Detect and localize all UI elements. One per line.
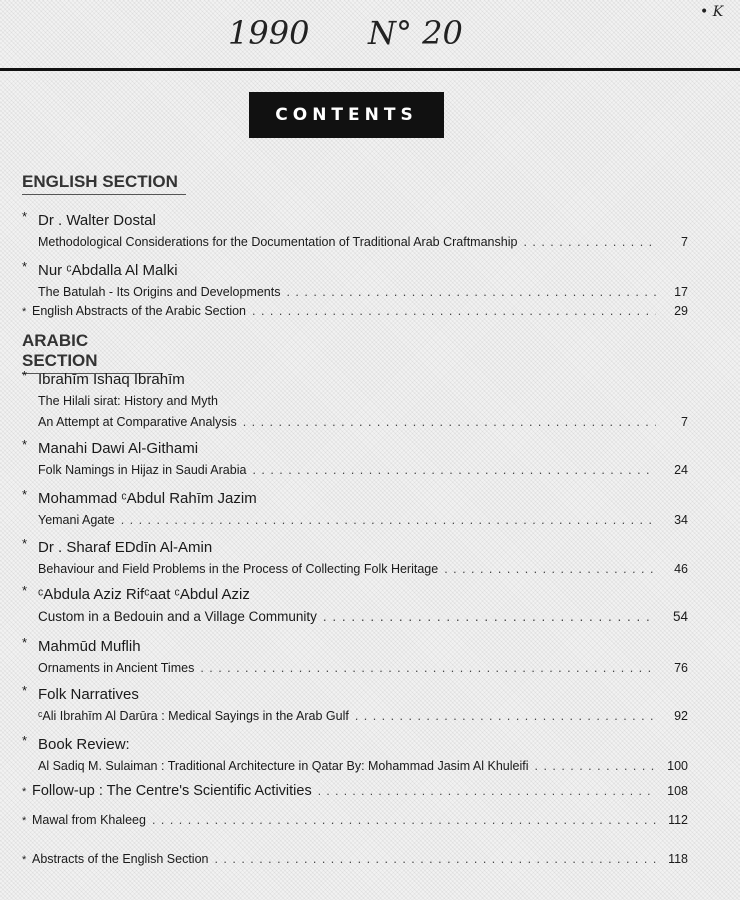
dot-leader: [286, 282, 656, 303]
entry-author: [22, 438, 688, 460]
handwritten-year: 1990: [228, 14, 310, 52]
dot-leader: [444, 559, 656, 580]
author-text: Nur ᶜAbdalla Al Malki: [38, 262, 178, 279]
dot-leader: [252, 460, 656, 481]
dot-leader: [214, 849, 656, 870]
bullet-star: *: [22, 733, 28, 748]
entry-title-line: [22, 706, 688, 727]
contents-title-box: [249, 92, 444, 138]
contents-title: CONTENTS: [275, 105, 418, 125]
toc-entry: [22, 301, 688, 322]
entry-title: Custom in a Bedouin and a Village Community: [38, 609, 317, 624]
entry-title-line: [22, 282, 688, 303]
entry-page: 100: [667, 759, 688, 773]
top-rule: [0, 68, 740, 71]
bullet-star: *: [22, 487, 28, 502]
dot-leader: [355, 706, 656, 727]
entry-title: Methodological Considerations for the Documentation of Traditional Arab Craftmanship: [38, 235, 518, 249]
entry-author: [22, 684, 688, 706]
entry-page: 112: [668, 813, 688, 827]
author-text: ᶜAbdula Aziz Rifᶜaat ᶜAbdul Aziz: [38, 586, 250, 603]
entry-title-line: [22, 412, 688, 433]
bullet-star: *: [22, 815, 27, 827]
dot-leader: [121, 510, 656, 531]
toc-entry: [22, 781, 688, 802]
entry-page: 24: [674, 463, 688, 477]
entry-page: 118: [668, 852, 688, 866]
entry-author: [22, 369, 688, 391]
dot-leader: [243, 412, 656, 433]
entry-author: [22, 537, 688, 559]
author-text: Dr . Sharaf EDdīn Al-Amin: [38, 539, 213, 556]
entry-title-line: [22, 460, 688, 481]
bullet-star: *: [22, 437, 28, 452]
entry-title: The Batulah - Its Origins and Developments: [38, 285, 281, 299]
bullet-star: *: [22, 854, 27, 866]
author-text: Dr . Walter Dostal: [38, 212, 156, 229]
dot-leader: [323, 606, 656, 627]
entry-page: 46: [674, 562, 688, 576]
entry-author: [22, 584, 688, 606]
entry-title-line: [22, 232, 688, 253]
handwritten-issue-number: N° 20: [368, 14, 463, 52]
entry-title: An Attempt at Comparative Analysis: [38, 415, 237, 429]
author-text: Book Review:: [38, 736, 130, 753]
entry-title-line: [22, 781, 688, 802]
handwritten-corner-mark: • K: [700, 4, 724, 20]
author-text: Ibrahīm Ishaq Ibrahīm: [38, 371, 185, 388]
dot-leader: [200, 658, 656, 679]
bullet-star: *: [22, 368, 28, 383]
bullet-star: *: [22, 683, 28, 698]
entry-page: 7: [681, 415, 688, 429]
toc-entry: [22, 584, 688, 627]
entry-title: ᶜAli Ibrahīm Al Darūra : Medical Sayings in the Arab Gulf: [38, 709, 349, 723]
entry-title: Ornaments in Ancient Times: [38, 661, 195, 675]
toc-entry: [22, 260, 688, 303]
toc-entry: [22, 849, 688, 870]
entry-author: [22, 210, 688, 232]
entry-title: Follow-up : The Centre's Scientific Activities: [32, 783, 312, 799]
dot-leader: [535, 756, 657, 777]
entry-title-line: [22, 756, 688, 777]
entry-title-line: [22, 849, 688, 870]
entry-title: Yemani Agate: [38, 513, 115, 527]
toc-entry: [22, 734, 688, 777]
dot-leader: [318, 781, 656, 802]
toc-entry: [22, 537, 688, 580]
toc-entry: [22, 210, 688, 253]
entry-author: [22, 636, 688, 658]
bullet-star: *: [22, 583, 28, 598]
entry-title: Al Sadiq M. Sulaiman : Traditional Architecture in Qatar By: Mohammad Jasim Al Khuleifi: [38, 759, 529, 773]
author-text: Mohammad ᶜAbdul Rahīm Jazim: [38, 490, 257, 507]
entry-page: 76: [674, 661, 688, 675]
bullet-star: *: [22, 259, 28, 274]
entry-title: Folk Namings in Hijaz in Saudi Arabia: [38, 463, 247, 477]
entry-page: 17: [674, 285, 688, 299]
entry-title-line: [22, 301, 688, 322]
entry-author: [22, 734, 688, 756]
toc-entry: [22, 369, 688, 433]
dot-leader: [152, 810, 656, 831]
entry-page: 92: [674, 709, 688, 723]
toc-entry: [22, 636, 688, 679]
entry-title: Behaviour and Field Problems in the Process of Collecting Folk Heritage: [38, 562, 439, 576]
bullet-star: *: [22, 306, 27, 318]
entry-page: 29: [674, 304, 688, 318]
entry-title: Abstracts of the English Section: [32, 852, 209, 866]
entry-title: Mawal from Khaleeg: [32, 813, 146, 827]
entry-title: English Abstracts of the Arabic Section: [32, 304, 247, 318]
toc-entry: [22, 488, 688, 531]
bullet-star: *: [22, 786, 27, 798]
entry-subtitle: The Hilali sirat: History and Myth: [38, 394, 218, 408]
arabic-section-heading: ARABIC SECTION: [22, 331, 163, 374]
entry-page: 7: [681, 235, 688, 249]
entry-title-line: [22, 810, 688, 831]
entry-title-line: [22, 559, 688, 580]
english-section-heading: ENGLISH SECTION: [22, 172, 186, 195]
entry-title-line: [22, 658, 688, 679]
entry-page: 34: [674, 513, 688, 527]
entry-author: [22, 488, 688, 510]
entry-author: [22, 260, 688, 282]
dot-leader: [252, 301, 656, 322]
entry-title-line: [22, 606, 688, 627]
entry-title-line: [22, 510, 688, 531]
entry-page: 54: [672, 609, 688, 624]
bullet-star: *: [22, 209, 28, 224]
bullet-star: *: [22, 635, 28, 650]
author-text: Manahi Dawi Al-Githami: [38, 440, 199, 457]
toc-entry: [22, 684, 688, 727]
author-text: Folk Narratives: [38, 686, 139, 703]
author-text: Mahmūd Muflih: [38, 638, 141, 655]
toc-entry: [22, 438, 688, 481]
bullet-star: *: [22, 536, 28, 551]
entry-page: 108: [667, 784, 688, 798]
toc-entry: [22, 810, 688, 831]
entry-subtitle-line: [22, 391, 688, 412]
dot-leader: [523, 232, 656, 253]
